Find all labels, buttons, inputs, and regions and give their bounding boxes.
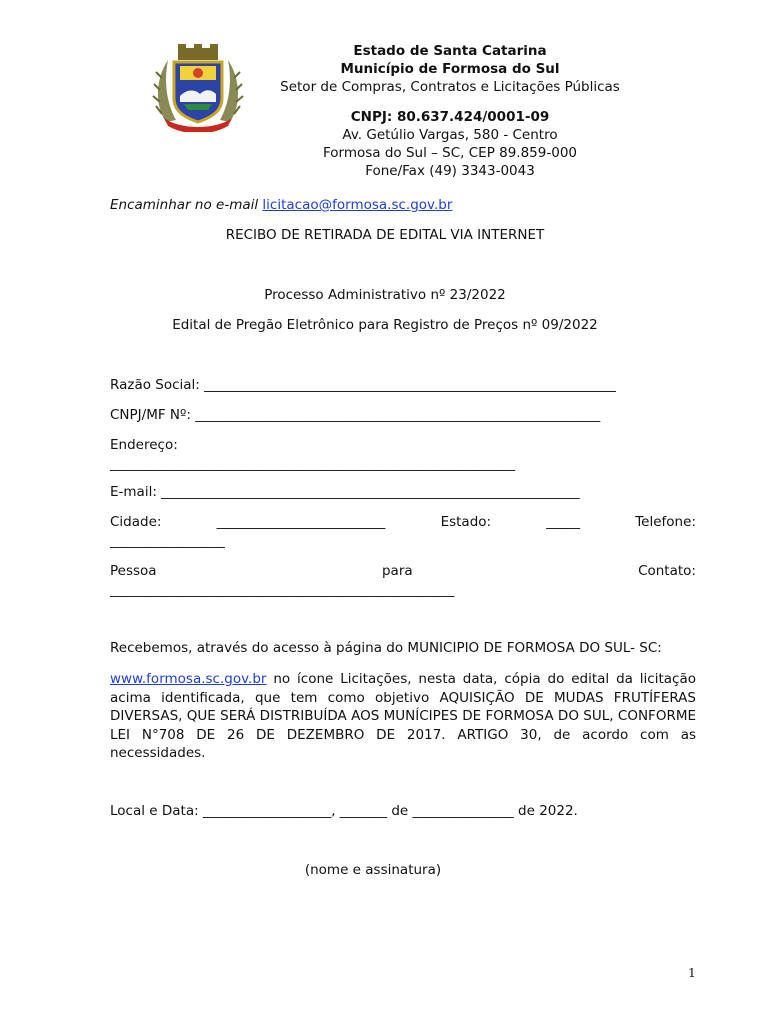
header-city: Formosa do Sul – SC, CEP 89.859-000 (322, 145, 578, 161)
contato-line: ___________________________________________________ (110, 582, 455, 598)
estado-label: Estado: (440, 514, 492, 530)
pessoa-contato-row (110, 563, 696, 579)
header-sector: Setor de Compras, Contratos e Licitações Públicas (280, 79, 620, 95)
site-link[interactable]: www.formosa.sc.gov.br (110, 671, 267, 687)
email-field: E-mail: ______________________________________________________________ (110, 484, 580, 500)
header-cnpj: CNPJ: 80.637.424/0001-09 (350, 109, 550, 125)
pessoa-label: Pessoa (110, 563, 157, 579)
local-data-field: Local e Data: ___________________, _______ de _______________ de 2022. (110, 803, 578, 819)
email-instruction (110, 197, 452, 213)
contato-label: Contato: (638, 563, 696, 579)
body-text: no ícone Licitações, nesta data, cópia do edital da licitação acima identificada, que tem como objetivo AQUISIÇÃO DE MUDAS FRUTÍFERAS DIVERSAS, QUE SERÁ DISTRIBUÍDA AOS MUNÍCIPES DE FORMOSA DO SUL, CONFORME LEI N°708 DE 26 DE DEZEMBRO DE 2017. ARTIGO 30, de acordo com as necessidades. (110, 671, 696, 761)
email-instruction-text: Encaminhar no e-mail (110, 197, 263, 213)
razao-social-field: Razão Social: _____________________________________________________________ (110, 377, 616, 393)
estado-line: _____ (546, 514, 581, 530)
telefone-line: _________________ (110, 533, 225, 549)
email-link[interactable]: licitacao@formosa.sc.gov.br (262, 197, 453, 213)
header-municipality: Município de Formosa do Sul (340, 61, 560, 77)
process-number: Processo Administrativo nº 23/2022 (264, 287, 506, 303)
cnpj-field: CNPJ/MF Nº: ____________________________________________________________ (110, 407, 601, 423)
signature-label: (nome e assinatura) (304, 862, 442, 878)
cidade-estado-telefone-row (110, 514, 696, 530)
edital-number: Edital de Pregão Eletrônico para Registro de Preços nº 09/2022 (172, 317, 598, 333)
header-state: Estado de Santa Catarina (353, 43, 547, 59)
body-intro: Recebemos, através do acesso à página do MUNICIPIO DE FORMOSA DO SUL- SC: (110, 640, 662, 656)
body-paragraph (110, 670, 696, 763)
para-label: para (381, 563, 413, 579)
page-number: 1 (688, 966, 696, 980)
header-phone: Fone/Fax (49) 3343-0043 (365, 163, 535, 179)
endereco-line: ____________________________________________________________ (110, 456, 515, 472)
cidade-label: Cidade: (110, 514, 162, 530)
header-address: Av. Getúlio Vargas, 580 - Centro (342, 127, 558, 143)
telefone-label: Telefone: (635, 514, 696, 530)
page-title: RECIBO DE RETIRADA DE EDITAL VIA INTERNET (225, 227, 545, 243)
endereco-label: Endereço: (110, 437, 178, 453)
cidade-line: _________________________ (216, 514, 386, 530)
